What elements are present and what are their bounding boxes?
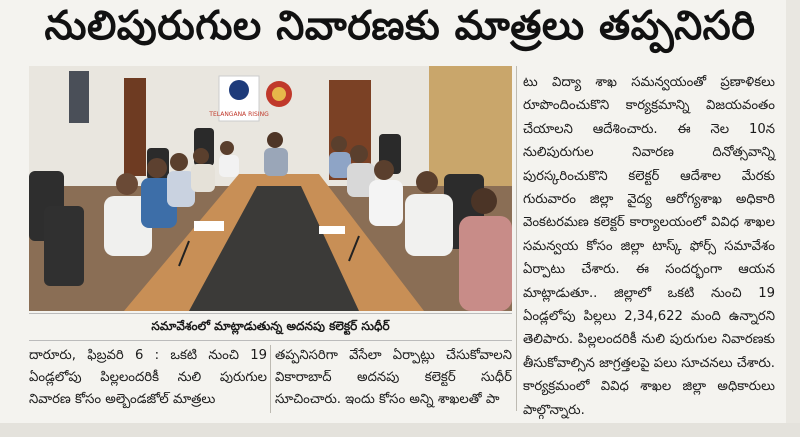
news-photo [29,66,512,311]
body-column-right [523,71,775,422]
photo-caption: సమావేశంలో మాట్లాడుతున్న అదనపు కలెక్టర్ సుధీర్ [29,313,512,341]
column-divider [516,66,517,411]
body-paragraph: దారూరు, ఫిబ్రవరి 6 : ఒకటి నుంచి 19 ఏండ్లలోపు పిల్లలందరికీ నులి పురుగుల నివారణ కోసం అల్బెండజోల్ మాత్రలు [29,348,267,407]
banner-text: TELANGANA RISING [209,111,269,118]
headline: నులిపురుగుల నివారణకు మాత్రలు తప్పనిసరి [44,3,756,49]
body-column-left [29,345,267,411]
page-edge [0,423,800,437]
body-paragraph: టు విద్యా శాఖ సమన్వయంతో ప్రణాళికలు రూపొందించుకొని కార్యక్రమాన్ని విజయవంతం చేయాలని ఆదేశించారు. ఈ నెల 10న నులిపురుగుల నివారణ దినోత్సవాన్ని పురస్కరించుకొని కలెక్టర్ ఆదేశాల మేరకు గురువారం జిల్లా వైద్య ఆరోగ్యశాఖ అధికారి వెంకటరమణ కలెక్టర్ కార్యాలయంలో వివిధ శాఖల సమన్వయ కోసం జిల్లా టాస్క్ ఫోర్స్ సమావేశం ఏర్పాటు చేశారు. ఈ సందర్భంగా ఆయన మాట్లాడుతూ.. జిల్లాలో ఒకటి నుంచి 19 ఏండ్లలోపు పిల్లలు 2,34,622 మంది ఉన్నారని తెలిపారు. పిల్లలందరికీ నులి పురుగుల నివారణకు తీసుకోవాల్సిన జాగ్రత్తలపై పలు సూచనలు చేశారు. కార్యక్రమంలో వివిధ శాఖల జిల్లా అధికారులు పాల్గొన్నారు. [523,75,775,418]
body-paragraph: తప్పనిసరిగా వేసేలా ఏర్పాట్లు చేసుకోవాలని వికారాబాద్ అదనపు కలెక్టర్ సుధీర్ సూచించారు. ఇందు కోసం అన్ని శాఖలతో పా [275,348,512,407]
page-edge [786,0,800,437]
body-column-middle [275,345,512,411]
column-divider [270,345,271,413]
meeting-room-illustration [29,66,512,311]
